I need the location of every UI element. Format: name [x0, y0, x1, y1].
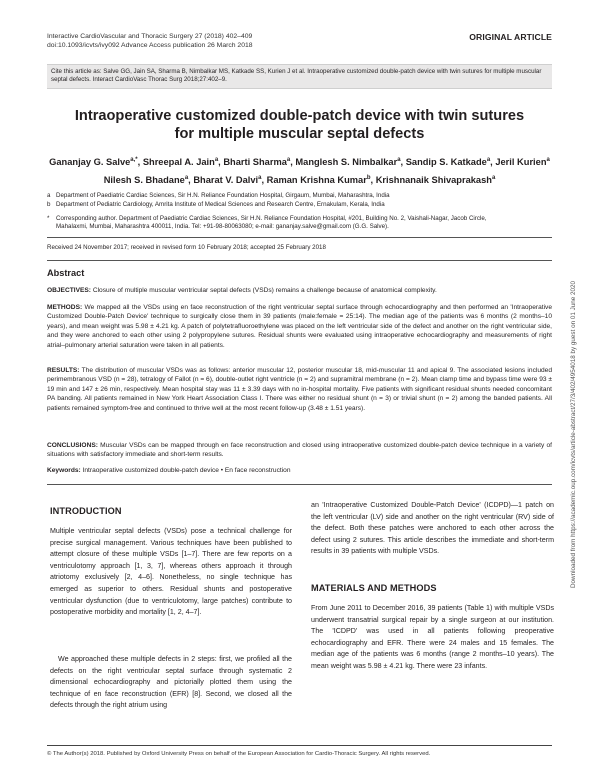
title-line-2: for multiple muscular septal defects [174, 126, 425, 142]
keywords [47, 466, 552, 475]
download-side-note [570, 196, 582, 588]
footer-rule [47, 745, 552, 746]
results-label: RESULTS: [47, 367, 80, 374]
download-side-text: Downloaded from https://academic.oup.com/icvts/article-abstract/27/3/402/4954018 by guest on 01 June 2020 [570, 281, 577, 588]
affiliation-a [47, 192, 552, 200]
corresponding-line-1: Corresponding author. Department of Paediatric Cardiac Sciences, Sir H.N. Reliance Foundation Hospital, #201, Building No. 2, Vaishali-Nagar, Jacob Circle, [56, 215, 487, 222]
affiliation-text: Department of Paediatric Cardiac Sciences, Sir H.N. Reliance Foundation Hospital, Girgaum, Mumbai, Maharashtra, India [56, 192, 390, 199]
abstract-results [47, 366, 552, 413]
corresponding-key: * [47, 215, 50, 222]
author-list [47, 152, 552, 188]
author-line-1: Gananjay G. Salve$^{a,*}$, Shreepal A. Jain$^a$, Bharti Sharma$^a$, Manglesh S. Nimbalkar$^a$, Sandip S. Katkade$^a$, Jeril Kurien$^a$ [49, 157, 550, 168]
conclusions-text: Muscular VSDs can be mapped through en face reconstruction and closed using intraoperative customized double-patch device technique in a variety of situations with satisfactory immediate and short-term results. [47, 442, 552, 459]
keywords-text: Intraoperative customized double-patch device • En face reconstruction [82, 467, 291, 474]
results-text: The distribution of muscular VSDs was as follows: anterior muscular 12, posterior muscular 18, mid-muscular 11 and apical 9. The associated lesions included perimembranous VSD (n = 28), tetralogy of Fallot (n = 6), double-outlet right ventricle (n = 2) and supramitral membrane (n = 2). Mean clamp time and bypass time were 93 ± 19 min and 147 ± 26 min, respectively. Mean hospital stay was 11 ± 3.39 days with no in-hospital mortality. Five patients with significant residual shunts needed concomitant PA banding. All patients remained in New York Heart Association Class I. There was either no residual shunt (n = 3) or trivial shunt (n = 2) among the banded patients. All patients remained symptom-free and continued to thrive well at the most recent follow-up (3.48 ± 1.51 years). [47, 367, 552, 412]
right-column-paragraph-1: an 'Intraoperative Customized Double-Patch Device' (ICDPD)—1 patch on the left ventricular (LV) side and another on the right ventricular (RV) side of the defect. Both these patches were anchored to each other across the defect using 2 sutures. This article describes the immediate and short-term results in 39 patients with multiple VSDs. [311, 501, 554, 556]
author-name: Nilesh S. Bhadane [103, 175, 185, 186]
author-affiliation-mark: a [214, 157, 219, 163]
methods-text: We mapped all the VSDs using en face reconstruction of the right ventricular septal surface through echocardiography and then performed an 'Intraoperative Customized Double-Patch Device' technique to surgically close them in 39 patients (male:female = 25:14). The median age of the patients was 6 months (2 months–10 years), and mean weight was 5.98 ± 4.21 kg. A patch of polytetrafluoroethylene was placed on the left ventricular side of the defect and another on the right ventricular side, and they were anchored to each other using 2 polypropylene sutures. Residual shunts were evaluated using intraoperative echocardiography and measurements of right atrial–pulmonary arterial saturation were taken in all patients. [47, 304, 552, 349]
author-affiliation-mark: a [286, 157, 291, 163]
author-name: Bharti Sharma [223, 157, 287, 168]
objectives-text: Closure of multiple muscular ventricular septal defects (VSDs) remains a challenge because of anatomical complexity. [92, 287, 437, 294]
affiliation-text: Department of Pediatric Cardiology, Amrita Institute of Medical Sciences and Research Centre, Ernakulam, Kerala, India [56, 201, 385, 208]
journal-citation-line: Interactive CardioVascular and Thoracic Surgery 27 (2018) 402–409 [47, 33, 253, 40]
affiliation-b [47, 201, 552, 209]
author-affiliation-mark: a [397, 157, 401, 163]
author-affiliation-mark: a [486, 157, 491, 163]
abstract-methods [47, 303, 552, 350]
author-name: Manglesh S. Nimbalkar [295, 157, 398, 168]
objectives-label: OBJECTIVES: [47, 287, 91, 294]
materials-methods-paragraph: From June 2011 to December 2016, 39 patients (Table 1) with multiple VSDs underwent transatrial surgical repair by a single surgeon at our institution. The 'ICDPD' was used in all patients following preoperative echocardiography and EFR. There were 24 males and 15 females. The median age of the patients was 6 months (range 2 months–10 years). The mean weight was 5.98 ± 4.21 kg. There were 23 infants. [311, 604, 554, 670]
article-type: ORIGINAL ARTICLE [469, 32, 552, 42]
author-name: Gananjay G. Salve [49, 157, 131, 168]
abstract-heading: Abstract [47, 268, 85, 278]
author-name: Raman Krishna Kumar [266, 175, 367, 186]
divider [47, 237, 552, 238]
author-name: Krishnanaik Shivaprakash [375, 175, 492, 186]
author-affiliation-mark: a [491, 175, 496, 182]
journal-doi-line: doi:10.1093/icvts/ivy092 Advance Access publication 26 March 2018 [47, 41, 253, 49]
affiliation-key: a [47, 192, 51, 199]
introduction-paragraph-2: We approached these multiple defects in 2 steps: first, we profiled all the defects on the right ventricular septal surface through systematic 2 dimensional echocardiography and pictorially plotted them using the technique of en face reconstruction (EFR) [8]. Second, we closed all the defects through the right atrium using [50, 655, 292, 710]
abstract-conclusions [47, 441, 552, 460]
author-name: Bharat V. Dalvi [193, 175, 259, 186]
author-affiliation-mark: a,* [130, 157, 138, 163]
author-affiliation-mark: a [258, 175, 262, 182]
corresponding-line-2: Mahalaxmi, Mumbai, Maharashtra 400011, India. Tel: +91-98-80063080; e-mail: gananjay.salve@gmail.com (G.G. Salve). [56, 223, 389, 231]
methods-label: METHODS: [47, 304, 83, 311]
conclusions-label: CONCLUSIONS: [47, 442, 98, 449]
citation-box: Cite this article as: Salve GG, Jain SA, Sharma B, Nimbalkar MS, Katkade SS, Kurien J et al. Intraoperative customized double-patch device with twin sutures for multiple muscular septal defects. Interact CardioVasc Thorac Surg 2018;27:402–9. [47, 64, 552, 89]
corresponding-author [47, 215, 552, 231]
author-affiliation-mark: b [366, 175, 371, 182]
divider [47, 484, 552, 485]
author-name: Sandip S. Katkade [405, 157, 487, 168]
introduction-paragraph-1: Multiple ventricular septal defects (VSDs) pose a technical challenge for precise surgical management. Various techniques have been published to attempt closure of these multiple VSDs [1–7]. There are few reports on a ventriculotomy approach [1, 3, 7], whereas others approach it through atriotomy exclusively [2, 4–6]. Nonetheless, no single technique has emerged as superior to others. Residual shunts and postoperative ventricular dysfunction (due to ventriculotomy, large patches) contribute to postoperative morbidity and mortality [1, 2, 4–7]. [50, 527, 292, 617]
author-line-2: Nilesh S. Bhadane$^a$, Bharat V. Dalvi$^a$, Raman Krishna Kumar$^b$, Krishnanaik Shivaprakash$^a$ [103, 175, 496, 186]
keywords-label: Keywords: [47, 467, 81, 474]
author-affiliation-mark: a [184, 175, 189, 182]
affiliation-key: b [47, 201, 51, 208]
introduction-heading: INTRODUCTION [50, 506, 122, 516]
received-dates: Received 24 November 2017; received in revised form 10 February 2018; accepted 25 February 2018 [47, 244, 326, 251]
journal-info [47, 33, 253, 50]
materials-methods-heading: MATERIALS AND METHODS [311, 583, 437, 593]
divider [47, 260, 552, 261]
paper-title [47, 107, 552, 143]
title-line-1: Intraoperative customized double-patch device with twin sutures [74, 108, 525, 124]
author-affiliation-mark: a [546, 157, 550, 163]
author-name: Jeril Kurien [495, 157, 547, 168]
author-name: Shreepal A. Jain [142, 157, 215, 168]
abstract-objectives [47, 286, 552, 295]
copyright-footer: © The Author(s) 2018. Published by Oxford University Press on behalf of the European Association for Cardio-Thoracic Surgery. All rights reserved. [47, 751, 431, 757]
